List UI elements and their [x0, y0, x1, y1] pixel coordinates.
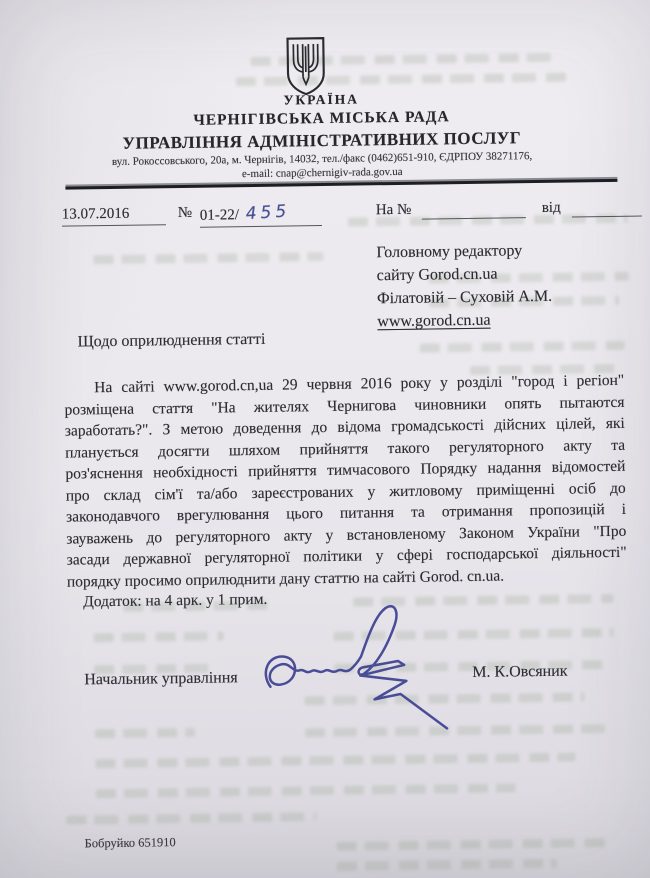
executor-footer: Бобруйко 651910 — [84, 835, 176, 851]
body-line: порядку просимо оприлюднити дану статтю на сайті Gorod. cn.ua. — [66, 567, 505, 591]
bleed-through-text — [94, 631, 224, 642]
number-sign-label: № — [177, 204, 193, 222]
handwritten-number: 455 — [245, 201, 292, 225]
recipient-block — [376, 239, 552, 333]
bleed-through-text — [93, 252, 323, 264]
recipient-site: сайту Gorod.cn.ua — [376, 265, 498, 285]
body-line: засади державної регуляторної політики у сфері господарської діяльності" — [66, 543, 627, 569]
ukraine-trident-emblem-icon — [283, 36, 328, 97]
reply-date-blank-line — [572, 199, 642, 218]
organization-name: ЧЕРНІГІВСЬКА МІСЬКА РАДА — [193, 108, 450, 129]
bleed-through-text — [420, 341, 625, 353]
department-name: УПРАВЛІННЯ АДМІНІСТРАТИВНИХ ПОСЛУГ — [122, 128, 522, 153]
reply-number-blank-line — [422, 200, 526, 219]
signer-name: М. К.Овсяник — [472, 662, 568, 681]
bleed-through-text — [337, 859, 557, 871]
bleed-through-text — [95, 753, 575, 769]
body-line: розміщена стаття "На жителях Чернигова чиновники опять пытаются — [64, 393, 625, 419]
bleed-through-text — [96, 783, 516, 798]
recipient-url: www.gorod.cn.ua — [377, 311, 491, 331]
body-line: зауважень до регуляторного акту у встановленому Законом України "Про — [66, 522, 627, 548]
recipient-title: Головному редактору — [376, 242, 523, 262]
body-line: заработать?". З метою доведення до відома громадськості дійсних цілей, які — [64, 414, 625, 440]
email-line: e-mail: cnap@chernigiv-rada.gov.ua — [241, 165, 403, 181]
body-paragraph — [64, 370, 627, 593]
reply-number-label: На № — [375, 201, 412, 219]
body-line: На сайті www.gorod.cn,ua 29 червня 2016 року у розділі "город і регіон" — [94, 371, 625, 397]
handwritten-signature-icon — [253, 600, 465, 753]
subject-line: Щодо оприлюднення статті — [77, 330, 266, 351]
bleed-through-text — [66, 812, 316, 824]
outgoing-date-field: 13.07.2016 — [62, 205, 166, 226]
body-line: планується досягти шляхом прийняття такого регуляторного акту та — [65, 436, 626, 462]
bleed-through-text — [95, 728, 195, 738]
bleed-through-text — [337, 838, 607, 851]
reply-from-label: від — [541, 199, 561, 216]
body-line: законодавчого врегулювання цього питання та отримання пропозицій і — [65, 500, 627, 526]
outgoing-number-field — [200, 203, 322, 228]
recipient-name: Філатовій – Суховій А.М. — [376, 287, 553, 308]
body-line: роз'яснення необхідності прийняття тимчасового Порядку надання відомостей — [65, 457, 626, 483]
country-name: УКРАЇНА — [283, 91, 360, 108]
body-line: про склад сім'ї та/або зареєстрованих у житловому приміщенні осіб до — [65, 479, 626, 505]
signer-position-title: Начальник управління — [84, 669, 238, 689]
address-line: вул. Рокоссовського, 20а, м. Чернігів, 14032, тел./факс (0462)651-910, ЄДРПОУ 38271176, — [111, 150, 533, 168]
attachment-note: Додаток: на 4 арк. у 1 прим. — [83, 590, 268, 611]
outgoing-number-prefix: 01-22/ — [199, 207, 240, 224]
